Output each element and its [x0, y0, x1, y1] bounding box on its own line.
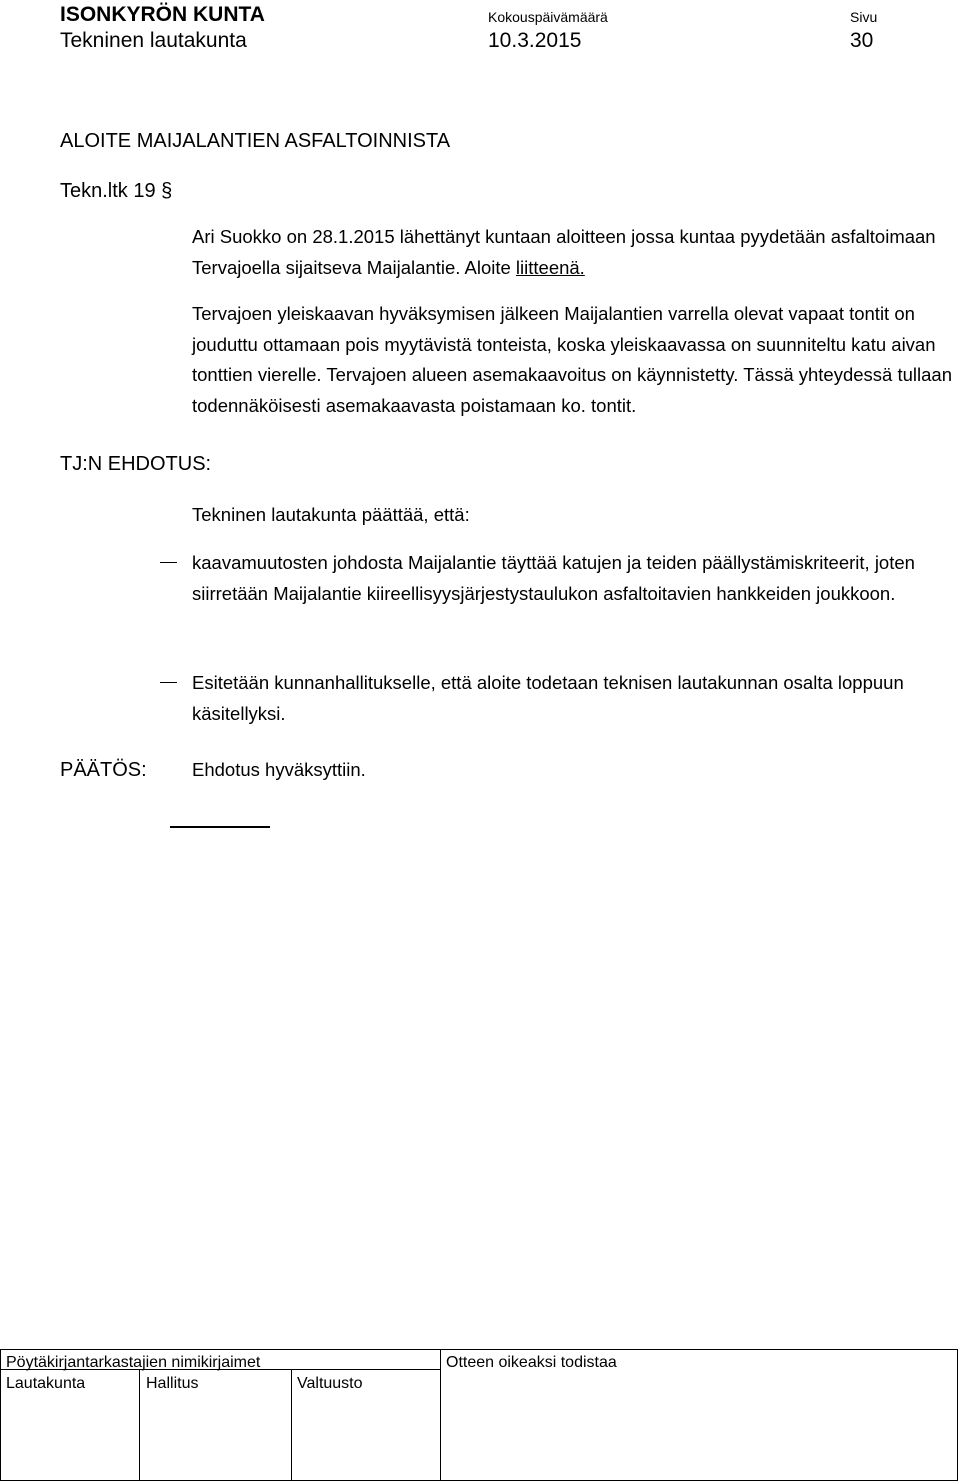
initiative-paragraph [192, 222, 952, 283]
organization-name: ISONKYRÖN KUNTA [60, 3, 265, 26]
decision-text: Ehdotus hyväksyttiin. [192, 759, 366, 780]
page-label: Sivu [850, 9, 878, 25]
meeting-date: 10.3.2015 [488, 29, 582, 52]
list-item-text: Esitetään kunnanhallitukselle, että aloite todetaan teknisen lautakunnan osalta loppuun käsitellyksi. [192, 672, 904, 724]
column-valtuusto: Valtuusto [297, 1375, 363, 1392]
initiative-text: Ari Suokko on 28.1.2015 lähettänyt kuntaan aloitteen jossa kuntaa pyydetään asfaltoimaan Tervajoella sijaitseva Maijalantie. Aloite [192, 226, 936, 278]
section-reference: Tekn.ltk 19 § [60, 180, 173, 202]
column-hallitus: Hallitus [146, 1375, 199, 1392]
certified-label: Otteen oikeaksi todistaa [446, 1354, 617, 1371]
page-number: 30 [850, 29, 874, 52]
section-divider [170, 826, 270, 828]
board-name: Tekninen lautakunta [60, 29, 247, 52]
attachment-link[interactable]: liitteenä. [515, 256, 585, 278]
signatures-label: Pöytäkirjantarkastajien nimikirjaimet [6, 1354, 261, 1371]
table-border [139, 1369, 140, 1481]
dash-bullet-icon [160, 682, 177, 683]
meeting-date-label: Kokouspäivämäärä [488, 9, 608, 25]
dash-bullet-icon [160, 562, 177, 563]
list-item-text: kaavamuutosten johdosta Maijalantie täyttää katujen ja teiden päällystämiskriteerit, joten siirretään Maijalantie kiireellisyysjärjestystaulukon asfaltoitavien hankkeiden joukkoon. [192, 552, 915, 604]
table-border [291, 1369, 292, 1481]
decision-label: PÄÄTÖS: [60, 759, 147, 781]
column-lautakunta: Lautakunta [6, 1375, 86, 1392]
proposal-label: TJ:N EHDOTUS: [60, 453, 212, 475]
proposal-intro: Tekninen lautakunta päättää, että: [192, 504, 470, 525]
table-border [440, 1350, 441, 1481]
footer-table [0, 1349, 958, 1481]
document-title: ALOITE MAIJALANTIEN ASFALTOINNISTA [60, 130, 451, 152]
background-paragraph: Tervajoen yleiskaavan hyväksymisen jälkeen Maijalantien varrella olevat vapaat tontit on jouduttu ottamaan pois myytävistä tonteista, koska yleiskaavassa on suunniteltu katu aivan tonttien vierelle. Tervajoen alueen asemakaavoitus on käynnistetty. Tässä yhteydessä tullaan todennäköisesti asemakaavasta poistamaan ko. tontit. [192, 303, 952, 416]
table-border [957, 1350, 958, 1481]
